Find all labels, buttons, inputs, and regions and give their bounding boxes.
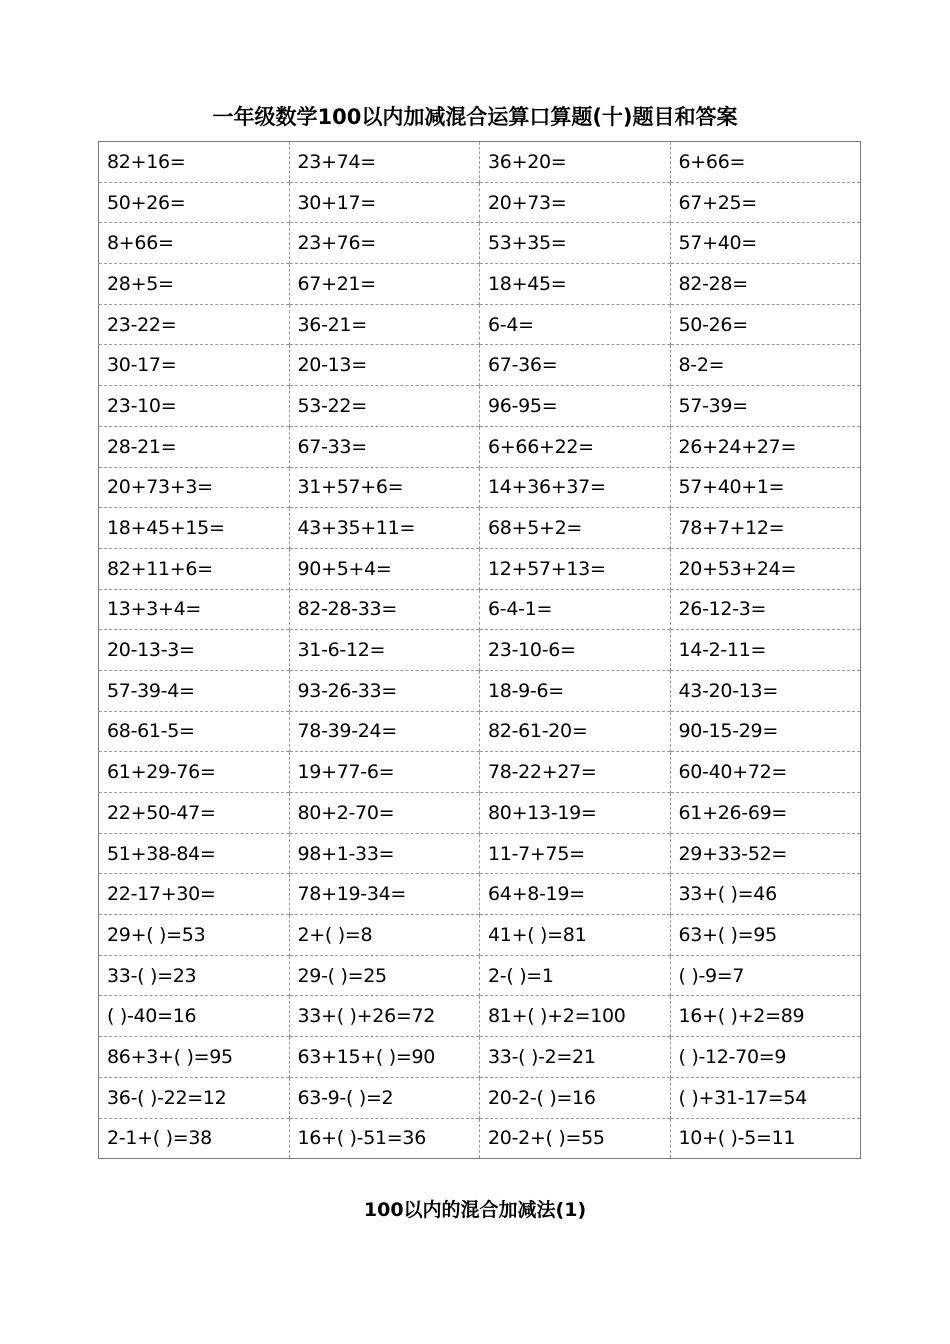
table-row	[99, 182, 861, 223]
exercise-cell: 90-15-29=	[670, 711, 861, 752]
table-row	[99, 1077, 861, 1118]
exercise-cell: 8+66=	[99, 223, 290, 264]
exercise-cell: 68+5+2=	[480, 508, 671, 549]
exercise-cell: 22-17+30=	[99, 874, 290, 915]
exercise-cell: 53+35=	[480, 223, 671, 264]
exercise-cell: 18+45=	[480, 264, 671, 305]
exercise-cell: 57-39=	[670, 386, 861, 427]
exercise-cell: 78-22+27=	[480, 752, 671, 793]
table-row	[99, 670, 861, 711]
exercise-cell: 20-2-( )=16	[480, 1077, 671, 1118]
exercise-cell: 14+36+37=	[480, 467, 671, 508]
exercise-cell: 63+15+( )=90	[289, 1037, 480, 1078]
exercise-cell: 61+26-69=	[670, 793, 861, 834]
exercise-cell: 6-4=	[480, 304, 671, 345]
exercise-cell: 20-13=	[289, 345, 480, 386]
exercise-cell: 57+40=	[670, 223, 861, 264]
section-subtitle: 100以内的混合加减法(1)	[363, 1199, 587, 1221]
exercise-cell: 6+66=	[670, 142, 861, 183]
exercise-cell: 2-1+( )=38	[99, 1118, 290, 1159]
exercise-cell: 12+57+13=	[480, 548, 671, 589]
exercise-cell: 33+( )=46	[670, 874, 861, 915]
exercise-cell: 82-28-33=	[289, 589, 480, 630]
page-title: 一年级数学100以内加减混合运算口算题(十)题目和答案	[212, 105, 738, 129]
exercise-cell: 22+50-47=	[99, 793, 290, 834]
exercise-cell: 81+( )+2=100	[480, 996, 671, 1037]
exercise-table-body	[99, 142, 861, 1159]
exercise-cell: 36-( )-22=12	[99, 1077, 290, 1118]
table-row	[99, 1037, 861, 1078]
exercise-cell: 43+35+11=	[289, 508, 480, 549]
table-row	[99, 548, 861, 589]
table-row	[99, 426, 861, 467]
exercise-cell: 63-9-( )=2	[289, 1077, 480, 1118]
exercise-cell: 20+73=	[480, 182, 671, 223]
exercise-cell: 18+45+15=	[99, 508, 290, 549]
exercise-cell: 16+( )+2=89	[670, 996, 861, 1037]
table-row	[99, 874, 861, 915]
exercise-cell: 82-61-20=	[480, 711, 671, 752]
exercise-cell: 51+38-84=	[99, 833, 290, 874]
exercise-cell: 82+11+6=	[99, 548, 290, 589]
exercise-cell: 23-10-6=	[480, 630, 671, 671]
exercise-cell: 29+( )=53	[99, 915, 290, 956]
exercise-cell: 33-( )=23	[99, 955, 290, 996]
exercise-cell: 2-( )=1	[480, 955, 671, 996]
exercise-cell: 60-40+72=	[670, 752, 861, 793]
table-row	[99, 386, 861, 427]
table-row	[99, 833, 861, 874]
exercise-cell: 96-95=	[480, 386, 671, 427]
exercise-cell: 11-7+75=	[480, 833, 671, 874]
exercise-cell: 50+26=	[99, 182, 290, 223]
exercise-cell: 23-22=	[99, 304, 290, 345]
exercise-cell: ( )+31-17=54	[670, 1077, 861, 1118]
exercise-cell: 41+( )=81	[480, 915, 671, 956]
table-row	[99, 915, 861, 956]
exercise-cell: 93-26-33=	[289, 670, 480, 711]
table-row	[99, 996, 861, 1037]
exercise-cell: 78+19-34=	[289, 874, 480, 915]
exercise-cell: 6-4-1=	[480, 589, 671, 630]
exercise-cell: 30+17=	[289, 182, 480, 223]
exercise-cell: 29-( )=25	[289, 955, 480, 996]
exercise-cell: 50-26=	[670, 304, 861, 345]
exercise-cell: 23-10=	[99, 386, 290, 427]
table-row	[99, 752, 861, 793]
exercise-table	[98, 141, 861, 1159]
exercise-cell: 10+( )-5=11	[670, 1118, 861, 1159]
exercise-cell: ( )-40=16	[99, 996, 290, 1037]
exercise-cell: 16+( )-51=36	[289, 1118, 480, 1159]
exercise-cell: 78-39-24=	[289, 711, 480, 752]
exercise-cell: 57+40+1=	[670, 467, 861, 508]
exercise-cell: 13+3+4=	[99, 589, 290, 630]
exercise-cell: 14-2-11=	[670, 630, 861, 671]
exercise-cell: 57-39-4=	[99, 670, 290, 711]
exercise-cell: 98+1-33=	[289, 833, 480, 874]
table-row	[99, 955, 861, 996]
exercise-cell: 90+5+4=	[289, 548, 480, 589]
exercise-cell: 68-61-5=	[99, 711, 290, 752]
exercise-cell: 23+76=	[289, 223, 480, 264]
exercise-cell: 67+25=	[670, 182, 861, 223]
table-row	[99, 508, 861, 549]
table-row	[99, 264, 861, 305]
exercise-cell: 33+( )+26=72	[289, 996, 480, 1037]
exercise-cell: 82-28=	[670, 264, 861, 305]
exercise-cell: 67-33=	[289, 426, 480, 467]
exercise-cell: 86+3+( )=95	[99, 1037, 290, 1078]
exercise-cell: 30-17=	[99, 345, 290, 386]
exercise-cell: 36+20=	[480, 142, 671, 183]
exercise-cell: 64+8-19=	[480, 874, 671, 915]
exercise-cell: 26+24+27=	[670, 426, 861, 467]
table-row	[99, 793, 861, 834]
exercise-cell: 20-13-3=	[99, 630, 290, 671]
exercise-cell: 29+33-52=	[670, 833, 861, 874]
exercise-cell: 28+5=	[99, 264, 290, 305]
table-row	[99, 142, 861, 183]
exercise-cell: 26-12-3=	[670, 589, 861, 630]
exercise-cell: 36-21=	[289, 304, 480, 345]
table-row	[99, 467, 861, 508]
exercise-cell: 67-36=	[480, 345, 671, 386]
table-row	[99, 1118, 861, 1159]
exercise-cell: 33-( )-2=21	[480, 1037, 671, 1078]
exercise-cell: 2+( )=8	[289, 915, 480, 956]
exercise-cell: 63+( )=95	[670, 915, 861, 956]
exercise-cell: 23+74=	[289, 142, 480, 183]
exercise-cell: 80+13-19=	[480, 793, 671, 834]
exercise-cell: 20-2+( )=55	[480, 1118, 671, 1159]
exercise-cell: 80+2-70=	[289, 793, 480, 834]
exercise-cell: 28-21=	[99, 426, 290, 467]
exercise-cell: 8-2=	[670, 345, 861, 386]
exercise-cell: 61+29-76=	[99, 752, 290, 793]
exercise-cell: 19+77-6=	[289, 752, 480, 793]
exercise-cell: 82+16=	[107, 150, 186, 173]
exercise-cell: 20+73+3=	[99, 467, 290, 508]
exercise-cell: 20+53+24=	[670, 548, 861, 589]
exercise-cell: 78+7+12=	[670, 508, 861, 549]
exercise-cell: 67+21=	[289, 264, 480, 305]
exercise-cell: ( )-12-70=9	[670, 1037, 861, 1078]
exercise-cell: ( )-9=7	[670, 955, 861, 996]
table-row	[99, 345, 861, 386]
table-row	[99, 223, 861, 264]
exercise-cell: 31+57+6=	[289, 467, 480, 508]
table-row	[99, 304, 861, 345]
exercise-cell: 53-22=	[289, 386, 480, 427]
exercise-cell: 6+66+22=	[480, 426, 671, 467]
table-row	[99, 589, 861, 630]
exercise-cell: 43-20-13=	[670, 670, 861, 711]
table-row	[99, 711, 861, 752]
exercise-cell: 31-6-12=	[289, 630, 480, 671]
table-row	[99, 630, 861, 671]
exercise-cell: 18-9-6=	[480, 670, 671, 711]
